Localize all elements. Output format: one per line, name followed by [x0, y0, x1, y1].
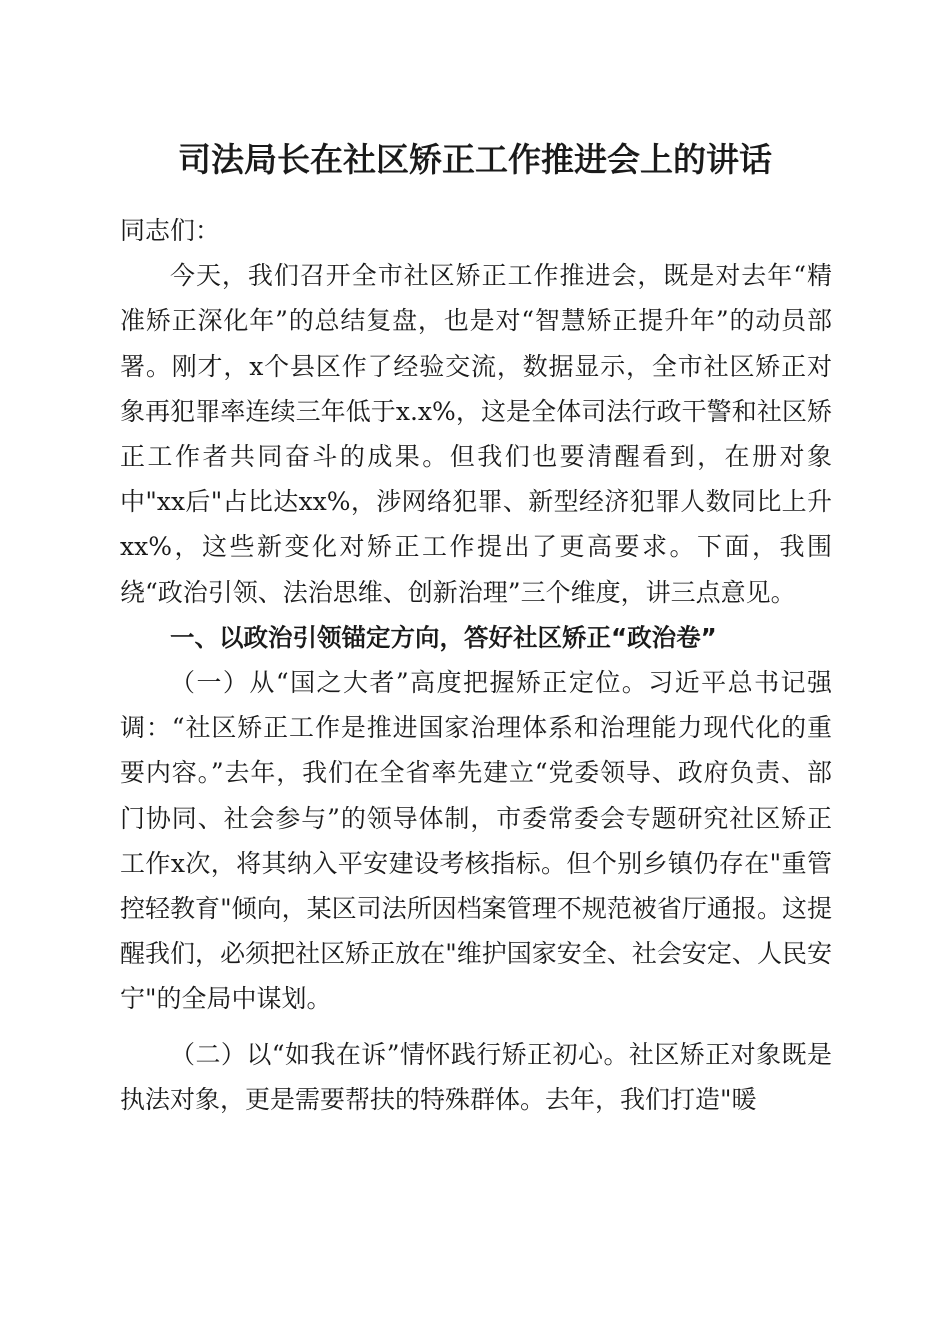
greeting: 同志们： — [120, 216, 221, 245]
document-title: 司法局长在社区矫正工作推进会上的讲话 — [178, 140, 772, 179]
section-heading-1: 一、以政治引领锚定方向，答好社区矫正“政治卷” — [170, 622, 717, 652]
subsection-paragraph-1: （一）从“国之大者”高度把握矫正定位。习近平总书记强调：“社区矫正工作是推进国家治理体系和治理能力现代化的重要内容。”去年，我们在全省率先建立“党委领导、政府负责、部门协同、社会参与”的领导体制，市委常委会专题研究社区矫正工作x次，将其纳入平安建设考核指标。但个别乡镇仍存在"重管控轻教育"倾向，某区司法所因档案管理不规范被省厅通报。这提醒我们，必须把社区矫正放在"维护国家安全、社会安定、人民安宁"的全局中谋划。 — [120, 668, 832, 1014]
document-body — [120, 208, 832, 1122]
subsection-paragraph-2: （二）以“如我在诉”情怀践行矫正初心。社区矫正对象既是执法对象，更是需要帮扶的特殊群体。去年，我们打造"暖 — [120, 1039, 832, 1114]
intro-paragraph: 今天，我们召开全市社区矫正工作推进会，既是对去年“精准矫正深化年”的总结复盘，也是对“智慧矫正提升年”的动员部署。刚才，x个县区作了经验交流，数据显示，全市社区矫正对象再犯罪率连续三年低于x.x%，这是全体司法行政干警和社区矫正工作者共同奋斗的成果。但我们也要清醒看到，在册对象中"xx后"占比达xx%，涉网络犯罪、新型经济犯罪人数同比上升xx%，这些新变化对矫正工作提出了更高要求。下面，我围绕“政治引领、法治思维、创新治理”三个维度，讲三点意见。 — [120, 261, 832, 607]
